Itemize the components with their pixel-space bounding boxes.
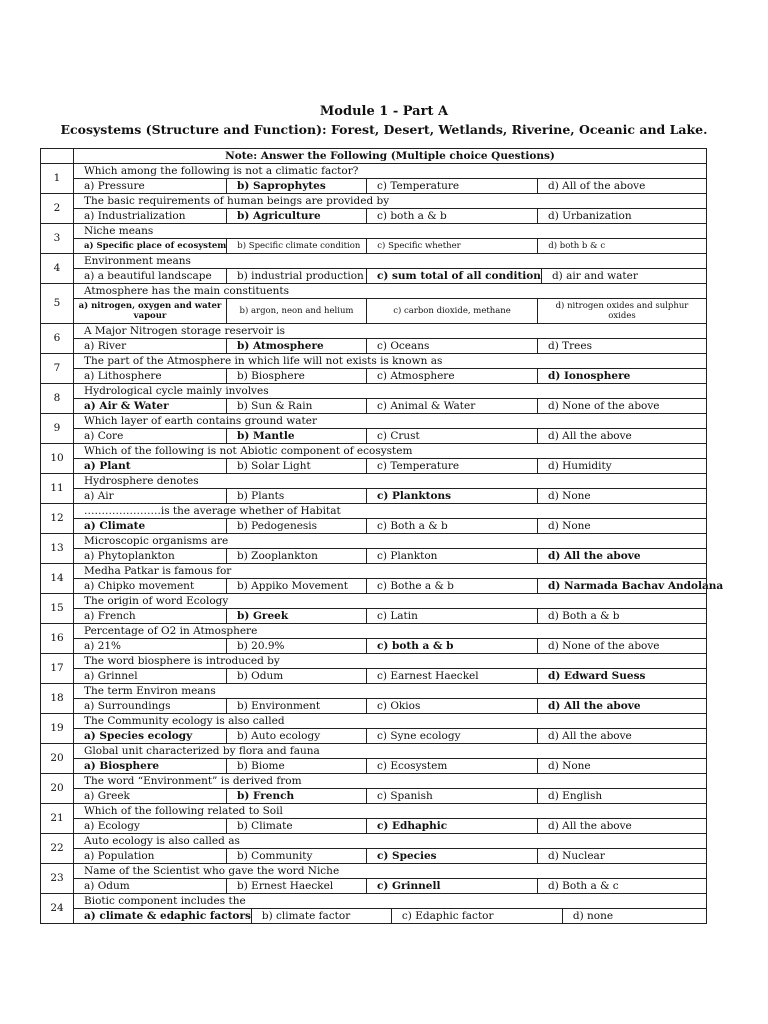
options-cell <box>74 789 707 804</box>
question-text: Name of the Scientist who gave the word Niche <box>74 864 707 879</box>
options-row <box>41 239 707 254</box>
options-cell <box>74 849 707 864</box>
option: a) Air <box>74 489 227 503</box>
option: d) None of the above <box>548 399 660 412</box>
option: d) both b & c <box>548 240 606 251</box>
answer-option: c) Grinnell <box>367 879 538 893</box>
option: d) Urbanization <box>548 209 632 222</box>
question-text: The Community ecology is also called <box>74 714 707 729</box>
options-cell <box>74 369 707 384</box>
options-row <box>41 639 707 654</box>
answer-option: c) Edhaphic <box>367 819 538 833</box>
option: d) air and water <box>551 269 638 282</box>
options-cell <box>74 519 707 534</box>
options-row <box>41 699 707 714</box>
option: c) Crust <box>367 429 538 443</box>
option: d) none <box>572 909 614 922</box>
option: c) Specific whether <box>367 239 538 253</box>
options-row <box>41 369 707 384</box>
options-row <box>41 669 707 684</box>
question-row <box>41 744 707 759</box>
question-row <box>41 284 707 299</box>
question-row <box>41 444 707 459</box>
option: d) None <box>548 489 591 502</box>
option: c) Earnest Haeckel <box>367 669 538 683</box>
options-cell <box>74 699 707 714</box>
question-number: 13 <box>41 534 74 564</box>
question-row <box>41 384 707 399</box>
option: c) Okios <box>367 699 538 713</box>
option: b) Ernest Haeckel <box>227 879 367 893</box>
question-number: 5 <box>41 284 74 324</box>
options-cell <box>74 909 707 924</box>
option: d) Humidity <box>548 459 612 472</box>
question-number: 6 <box>41 324 74 354</box>
answer-option: c) Planktons <box>367 489 538 503</box>
question-row <box>41 354 707 369</box>
options-row <box>41 759 707 774</box>
option: a) Surroundings <box>74 699 227 713</box>
question-row <box>41 834 707 849</box>
option: d) All the above <box>548 729 632 742</box>
question-number: 12 <box>41 504 74 534</box>
option: a) Phytoplankton <box>74 549 227 563</box>
options-cell <box>74 429 707 444</box>
option: b) Plants <box>227 489 367 503</box>
question-number: 19 <box>41 714 74 744</box>
option: a) Ecology <box>74 819 227 833</box>
options-row <box>41 909 707 924</box>
page-subtitle: Ecosystems (Structure and Function): Forest, Desert, Wetlands, Riverine, Oceanic and Lake. <box>60 122 708 137</box>
answer-option: b) Atmosphere <box>227 339 367 353</box>
option: a) Chipko movement <box>74 579 227 593</box>
question-row <box>41 594 707 609</box>
options-cell <box>74 209 707 224</box>
options-row <box>41 339 707 354</box>
options-row <box>41 609 707 624</box>
options-row <box>41 819 707 834</box>
question-text: Which layer of earth contains ground water <box>74 414 707 429</box>
option: c) Bothe a & b <box>367 579 538 593</box>
option: a) River <box>74 339 227 353</box>
option: c) Oceans <box>367 339 538 353</box>
options-cell <box>74 669 707 684</box>
option: b) 20.9% <box>227 639 367 653</box>
options-cell <box>74 759 707 774</box>
question-text: The word “Environment” is derived from <box>74 774 707 789</box>
option: b) Environment <box>227 699 367 713</box>
option: b) industrial production <box>227 269 367 283</box>
option: b) Biome <box>227 759 367 773</box>
question-row <box>41 864 707 879</box>
options-cell <box>74 339 707 354</box>
options-cell <box>74 609 707 624</box>
option: c) Temperature <box>367 179 538 193</box>
answer-option: a) Biosphere <box>74 759 227 773</box>
question-row <box>41 534 707 549</box>
options-cell <box>74 489 707 504</box>
options-row <box>41 519 707 534</box>
option: c) Edaphic factor <box>392 909 563 923</box>
answer-option: a) Species ecology <box>74 729 227 743</box>
answer-option: a) Air & Water <box>74 399 227 413</box>
option: d) All the above <box>548 819 632 832</box>
option: c) Both a & b <box>367 519 538 533</box>
option: a) Grinnel <box>74 669 227 683</box>
options-cell <box>74 639 707 654</box>
question-text: Which among the following is not a climatic factor? <box>74 164 707 179</box>
question-number: 7 <box>41 354 74 384</box>
answer-option: a) climate & edaphic factors <box>74 909 252 923</box>
page-title: Module 1 - Part A <box>319 104 449 119</box>
option: b) Sun & Rain <box>227 399 367 413</box>
option: a) Odum <box>74 879 227 893</box>
option: c) Plankton <box>367 549 538 563</box>
option: b) Solar Light <box>227 459 367 473</box>
question-text: Atmosphere has the main constituents <box>74 284 707 299</box>
option: a) a beautiful landscape <box>74 269 227 283</box>
option: a) Core <box>74 429 227 443</box>
option: d) None <box>548 759 591 772</box>
question-number: 9 <box>41 414 74 444</box>
answer-option: d) Edward Suess <box>548 669 646 682</box>
question-text: Which of the following related to Soil <box>74 804 707 819</box>
question-number: 10 <box>41 444 74 474</box>
options-cell <box>74 239 707 254</box>
option: d) Trees <box>548 339 592 352</box>
question-row <box>41 684 707 699</box>
question-number: 22 <box>41 834 74 864</box>
option: c) Ecosystem <box>367 759 538 773</box>
options-cell <box>74 819 707 834</box>
question-row <box>41 194 707 209</box>
question-text: Niche means <box>74 224 707 239</box>
options-cell <box>74 399 707 414</box>
answer-option: b) Mantle <box>227 429 367 443</box>
options-cell <box>74 549 707 564</box>
question-number: 15 <box>41 594 74 624</box>
option: b) Pedogenesis <box>227 519 367 533</box>
options-cell <box>74 579 724 594</box>
question-number: 2 <box>41 194 74 224</box>
option: c) Atmosphere <box>367 369 538 383</box>
option: d) None <box>548 519 591 532</box>
question-text: Which of the following is not Abiotic component of ecosystem <box>74 444 707 459</box>
option: a) Population <box>74 849 227 863</box>
option: c) Latin <box>367 609 538 623</box>
option: b) Zooplankton <box>227 549 367 563</box>
option: b) Auto ecology <box>227 729 367 743</box>
question-number: 24 <box>41 894 74 924</box>
question-text: Hydrosphere denotes <box>74 474 707 489</box>
answer-option: a) nitrogen, oxygen and water vapour <box>74 299 227 323</box>
option: c) Spanish <box>367 789 538 803</box>
question-number: 3 <box>41 224 74 254</box>
options-cell <box>74 299 707 324</box>
note-cell: Note: Answer the Following (Multiple choice Questions) <box>74 149 707 164</box>
option: d) nitrogen oxides and sulphur oxides <box>555 301 689 321</box>
question-row <box>41 504 707 519</box>
options-row <box>41 789 707 804</box>
question-text: The origin of word Ecology <box>74 594 707 609</box>
options-cell <box>74 729 707 744</box>
options-row <box>41 579 707 594</box>
option: a) Pressure <box>74 179 227 193</box>
question-text: Global unit characterized by flora and fauna <box>74 744 707 759</box>
answer-option: d) Narmada Bachav Andolana <box>548 579 724 592</box>
answer-option: d) All the above <box>548 549 641 562</box>
question-text: ………………….is the average whether of Habitat <box>74 504 707 519</box>
option: b) Appiko Movement <box>227 579 367 593</box>
answer-option: d) Ionosphere <box>548 369 631 382</box>
answer-option: b) Saprophytes <box>227 179 367 193</box>
options-row <box>41 729 707 744</box>
question-row <box>41 804 707 819</box>
option: b) Community <box>227 849 367 863</box>
answer-option: b) Greek <box>227 609 367 623</box>
question-text: Microscopic organisms are <box>74 534 707 549</box>
options-cell <box>74 459 707 474</box>
question-number: 20 <box>41 774 74 804</box>
question-text: A Major Nitrogen storage reservoir is <box>74 324 707 339</box>
option: d) Nuclear <box>548 849 605 862</box>
question-number: 8 <box>41 384 74 414</box>
options-row <box>41 399 707 414</box>
questions-table <box>40 148 724 924</box>
option: a) French <box>74 609 227 623</box>
question-number: 18 <box>41 684 74 714</box>
options-cell <box>74 269 707 284</box>
question-text: Biotic component includes the <box>74 894 707 909</box>
question-row <box>41 324 707 339</box>
answer-option: a) Climate <box>74 519 227 533</box>
option: d) English <box>548 789 603 802</box>
options-row <box>41 269 707 284</box>
question-text: Medha Patkar is famous for <box>74 564 707 579</box>
question-text: The part of the Atmosphere in which life will not exists is known as <box>74 354 707 369</box>
question-row <box>41 254 707 269</box>
answer-option: a) Plant <box>74 459 227 473</box>
question-number: 21 <box>41 804 74 834</box>
option: a) Industrialization <box>74 209 227 223</box>
question-number: 20 <box>41 744 74 774</box>
option: a) Greek <box>74 789 227 803</box>
options-cell <box>74 179 707 194</box>
question-number: 1 <box>41 164 74 194</box>
question-row <box>41 624 707 639</box>
option: d) Both a & c <box>548 879 619 892</box>
option: d) All of the above <box>548 179 646 192</box>
options-row <box>41 549 707 564</box>
answer-option: b) Agriculture <box>227 209 367 223</box>
option: b) argon, neon and helium <box>227 299 367 323</box>
options-row <box>41 459 707 474</box>
answer-option: c) sum total of all condition <box>367 269 542 283</box>
options-row <box>41 849 707 864</box>
question-row <box>41 414 707 429</box>
answer-option: a) Specific place of ecosystem <box>74 239 227 253</box>
question-text: Hydrological cycle mainly involves <box>74 384 707 399</box>
question-number: 23 <box>41 864 74 894</box>
question-row <box>41 654 707 669</box>
question-text: Auto ecology is also called as <box>74 834 707 849</box>
option: c) Temperature <box>367 459 538 473</box>
question-row <box>41 224 707 239</box>
option: a) Lithosphere <box>74 369 227 383</box>
question-number: 11 <box>41 474 74 504</box>
question-row <box>41 774 707 789</box>
question-number: 16 <box>41 624 74 654</box>
option: c) Syne ecology <box>367 729 538 743</box>
question-text: The word biosphere is introduced by <box>74 654 707 669</box>
answer-option: c) Species <box>367 849 538 863</box>
question-text: Environment means <box>74 254 707 269</box>
option: b) Climate <box>227 819 367 833</box>
options-row <box>41 179 707 194</box>
options-row <box>41 429 707 444</box>
options-row <box>41 299 707 324</box>
note-number-cell <box>41 149 74 164</box>
option: c) Animal & Water <box>367 399 538 413</box>
answer-option: d) All the above <box>548 699 641 712</box>
question-text: The term Environ means <box>74 684 707 699</box>
options-row <box>41 209 707 224</box>
answer-option: c) both a & b <box>367 639 538 653</box>
answer-option: b) French <box>227 789 367 803</box>
option: b) climate factor <box>252 909 392 923</box>
option: a) 21% <box>74 639 227 653</box>
options-row <box>41 489 707 504</box>
question-text: Percentage of O2 in Atmosphere <box>74 624 707 639</box>
question-row <box>41 474 707 489</box>
option: b) Specific climate condition <box>227 239 367 253</box>
option: c) both a & b <box>367 209 538 223</box>
question-row <box>41 714 707 729</box>
option: b) Odum <box>227 669 367 683</box>
options-cell <box>74 879 707 894</box>
option: b) Biosphere <box>227 369 367 383</box>
question-row <box>41 164 707 179</box>
option: c) carbon dioxide, methane <box>367 299 538 323</box>
option: d) None of the above <box>548 639 660 652</box>
options-row <box>41 879 707 894</box>
question-row <box>41 564 707 579</box>
question-number: 4 <box>41 254 74 284</box>
question-row <box>41 894 707 909</box>
question-number: 14 <box>41 564 74 594</box>
option: d) Both a & b <box>548 609 620 622</box>
question-number: 17 <box>41 654 74 684</box>
option: d) All the above <box>548 429 632 442</box>
question-text: The basic requirements of human beings are provided by <box>74 194 707 209</box>
